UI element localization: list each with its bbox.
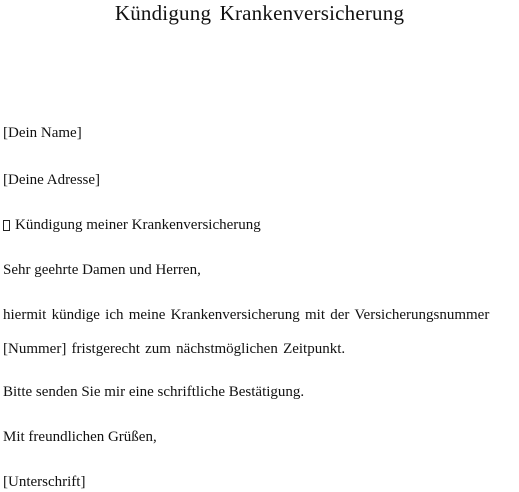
subject-line bbox=[3, 216, 261, 234]
checkbox-square-icon bbox=[3, 220, 10, 231]
subject-text: Kündigung meiner Krankenversicherung bbox=[15, 217, 261, 233]
sender-name: [Dein Name] bbox=[3, 125, 82, 141]
document-title: Kündigung Krankenversicherung bbox=[114, 1, 405, 25]
sender-address: [Deine Adresse] bbox=[3, 172, 101, 188]
body-line-2: [Nummer] fristgerecht zum nächstmöglichen Zeitpunkt. bbox=[3, 341, 346, 357]
closing-line: Mit freundlichen Grüßen, bbox=[3, 429, 157, 445]
signature-placeholder: [Unterschrift] bbox=[3, 474, 86, 490]
salutation: Sehr geehrte Damen und Herren, bbox=[3, 262, 201, 278]
body-line-1: hiermit kündige ich meine Krankenversicherung mit der Versicherungsnummer bbox=[3, 307, 490, 323]
request-line: Bitte senden Sie mir eine schriftliche Bestätigung. bbox=[3, 384, 305, 400]
